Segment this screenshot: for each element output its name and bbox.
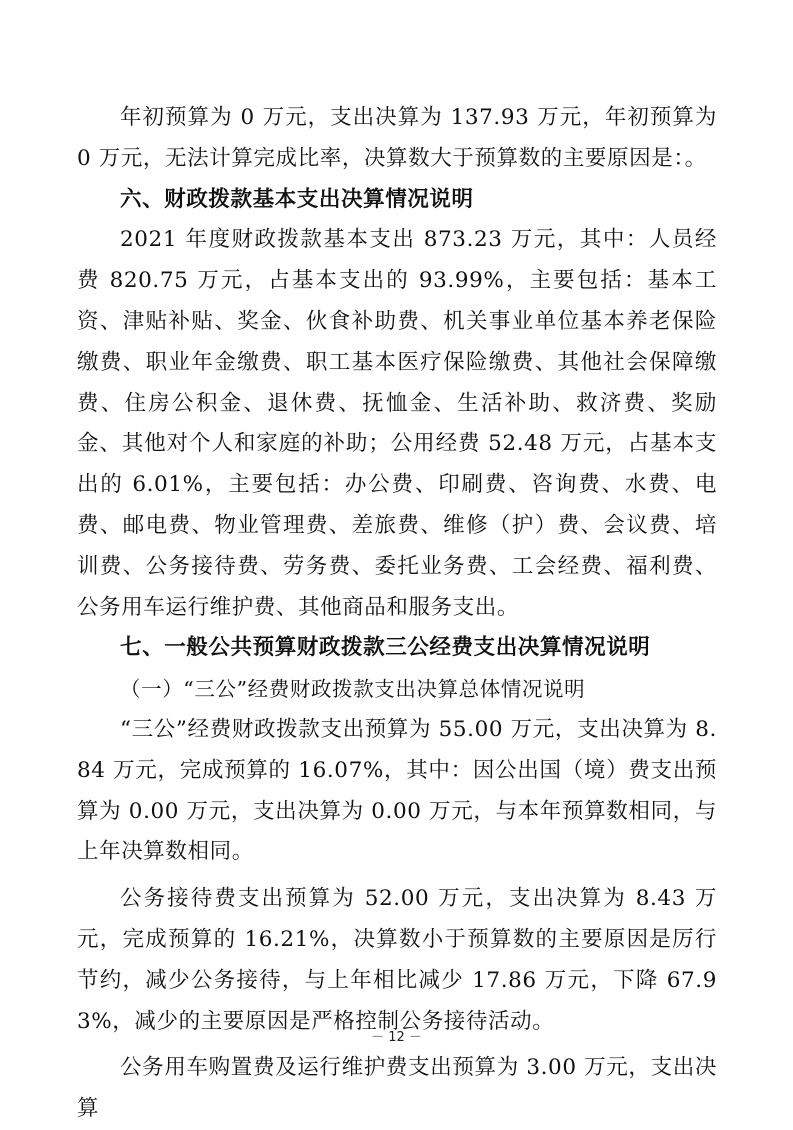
section-heading-6: 六、财政拨款基本支出决算情况说明 (120, 186, 474, 212)
paragraph-reception-expense: 公务接待费支出预算为 52.00 万元，支出决算为 8.43 万元，完成预算的 16.21%，决算数小于预算数的主要原因是厉行节约，减少公务接待，与上年相比减少 17.86 万元，下降 67.93%，减少的主要原因是严格控制公务接待活动。 (77, 886, 717, 1034)
document-body (77, 98, 717, 1130)
paragraph-basic-expenditure: 2021 年度财政拨款基本支出 873.23 万元，其中：人员经费 820.75 万元，占基本支出的 93.99%，主要包括：基本工资、津贴补贴、奖金、伙食补助费、机关事业单位基本养老保险缴费、职业年金缴费、职工基本医疗保险缴费、其他社会保障缴费、住房公积金、退休费、抚恤金、生活补助、救济费、奖励金、其他对个人和家庭的补助；公用经费 52.48 万元，占基本支出的 6.01%，主要包括：办公费、印刷费、咨询费、水费、电费、邮电费、物业管理费、差旅费、维修（护）费、会议费、培训费、公务接待费、劳务费、委托业务费、工会经费、福利费、公务用车运行维护费、其他商品和服务支出。 (77, 227, 717, 620)
paragraph-vehicle-expense: 公务用车购置费及运行维护费支出预算为 3.00 万元，支出决算 (77, 1055, 717, 1122)
paragraph-budget-ratio: 年初预算为 0 万元，支出决算为 137.93 万元，年初预算为 0 万元，无法计算完成比率，决算数大于预算数的主要原因是：。 (77, 105, 717, 171)
subsection-heading-1: （一）“三公”经费财政拨款支出决算总体情况说明 (120, 677, 586, 702)
page-number: － 12 － (371, 1030, 422, 1045)
paragraph-three-public-overview: “三公”经费财政拨款支出预算为 55.00 万元，支出决算为 8.84 万元，完成预算的 16.07%，其中：因公出国（境）费支出预算为 0.00 万元，支出决算为 0.00 万元，与本年预算数相同，与上年决算数相同。 (77, 716, 717, 865)
section-heading-7: 七、一般公共预算财政拨款三公经费支出决算情况说明 (120, 635, 651, 661)
